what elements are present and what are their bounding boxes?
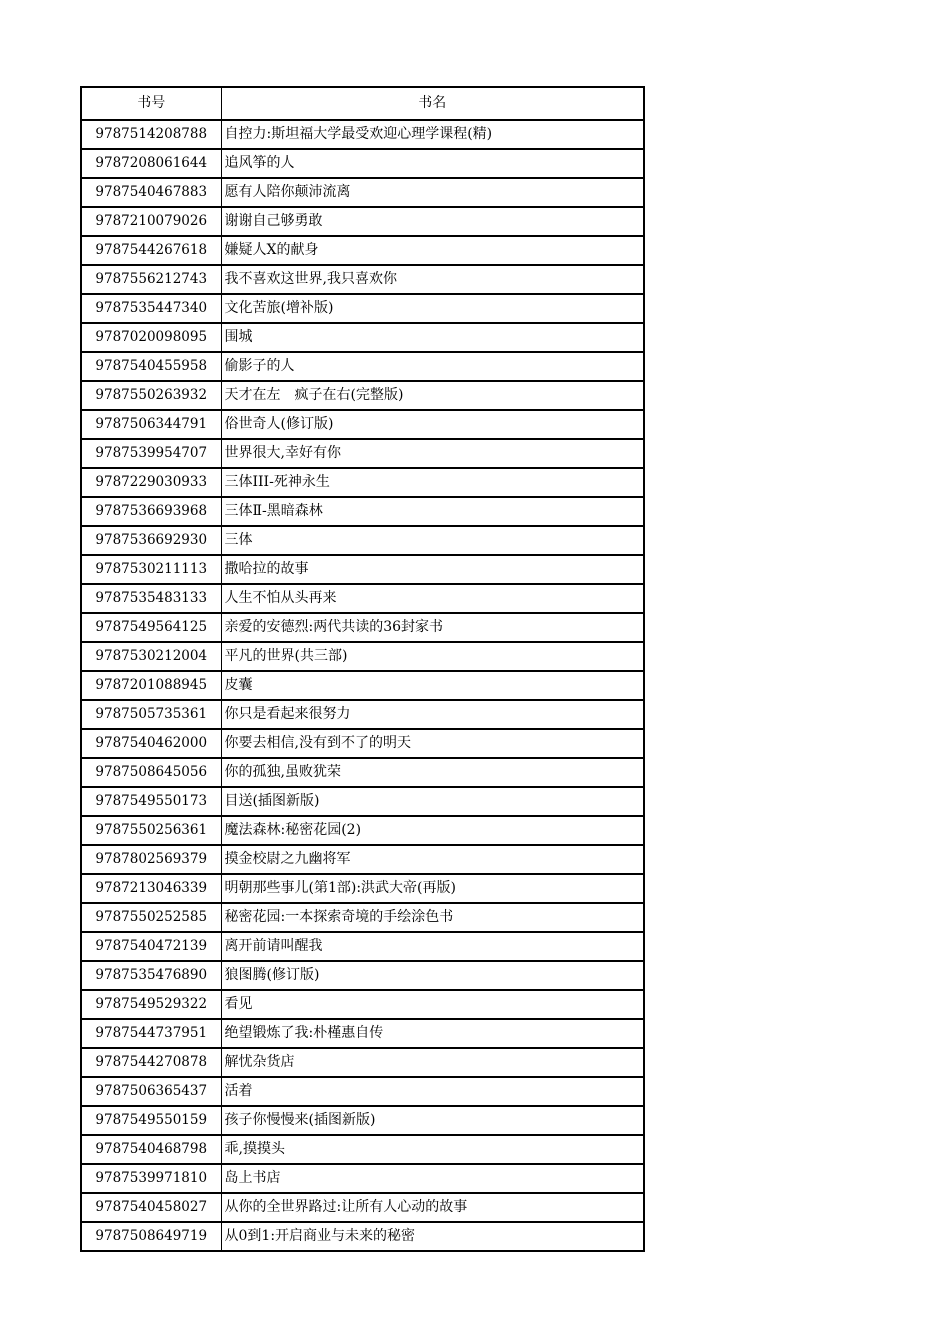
title-cell: 天才在左 疯子在右(完整版) (221, 381, 644, 410)
isbn-cell: 9787549550173 (81, 787, 221, 816)
table-row (81, 932, 644, 961)
table-row (81, 758, 644, 787)
title-cell: 人生不怕从头再来 (221, 584, 644, 613)
table-row (81, 497, 644, 526)
title-cell: 目送(插图新版) (221, 787, 644, 816)
isbn-cell: 9787535447340 (81, 294, 221, 323)
isbn-cell: 9787540455958 (81, 352, 221, 381)
title-cell: 孩子你慢慢来(插图新版) (221, 1106, 644, 1135)
isbn-cell: 9787536693968 (81, 497, 221, 526)
table-row (81, 874, 644, 903)
isbn-cell: 9787229030933 (81, 468, 221, 497)
table-row (81, 1193, 644, 1222)
table-row (81, 294, 644, 323)
title-cell: 谢谢自己够勇敢 (221, 207, 644, 236)
title-cell: 你要去相信,没有到不了的明天 (221, 729, 644, 758)
title-cell: 三体Ⅱ-黑暗森林 (221, 497, 644, 526)
title-cell: 自控力:斯坦福大学最受欢迎心理学课程(精) (221, 120, 644, 149)
table-row (81, 1222, 644, 1251)
isbn-cell: 9787508645056 (81, 758, 221, 787)
isbn-cell: 9787544270878 (81, 1048, 221, 1077)
table-row (81, 1077, 644, 1106)
isbn-cell: 9787208061644 (81, 149, 221, 178)
title-cell: 皮囊 (221, 671, 644, 700)
title-cell: 平凡的世界(共三部) (221, 642, 644, 671)
isbn-cell: 9787550252585 (81, 903, 221, 932)
title-cell: 你的孤独,虽败犹荣 (221, 758, 644, 787)
table-row (81, 120, 644, 149)
isbn-cell: 9787549550159 (81, 1106, 221, 1135)
table-row (81, 323, 644, 352)
isbn-cell: 9787539971810 (81, 1164, 221, 1193)
table-row (81, 236, 644, 265)
table-row (81, 1019, 644, 1048)
title-cell: 解忧杂货店 (221, 1048, 644, 1077)
title-cell: 追风筝的人 (221, 149, 644, 178)
table-row (81, 468, 644, 497)
isbn-cell: 9787530212004 (81, 642, 221, 671)
table-row (81, 381, 644, 410)
table-row (81, 1135, 644, 1164)
title-cell: 嫌疑人X的献身 (221, 236, 644, 265)
isbn-cell: 9787536692930 (81, 526, 221, 555)
column-header-isbn: 书号 (81, 87, 221, 120)
isbn-cell: 9787213046339 (81, 874, 221, 903)
isbn-cell: 9787540472139 (81, 932, 221, 961)
isbn-cell: 9787540467883 (81, 178, 221, 207)
title-cell: 亲爱的安德烈:两代共读的36封家书 (221, 613, 644, 642)
title-cell: 摸金校尉之九幽将军 (221, 845, 644, 874)
title-cell: 绝望锻炼了我:朴槿惠自传 (221, 1019, 644, 1048)
title-cell: 明朝那些事儿(第1部):洪武大帝(再版) (221, 874, 644, 903)
header-row (81, 87, 644, 120)
table-row (81, 584, 644, 613)
title-cell: 三体 (221, 526, 644, 555)
isbn-cell: 9787544267618 (81, 236, 221, 265)
title-cell: 狼图腾(修订版) (221, 961, 644, 990)
isbn-cell: 9787540458027 (81, 1193, 221, 1222)
table-row (81, 149, 644, 178)
isbn-cell: 9787550263932 (81, 381, 221, 410)
title-cell: 撒哈拉的故事 (221, 555, 644, 584)
column-header-title: 书名 (221, 87, 644, 120)
table-row (81, 410, 644, 439)
title-cell: 俗世奇人(修订版) (221, 410, 644, 439)
isbn-cell: 9787505735361 (81, 700, 221, 729)
table-row (81, 265, 644, 294)
table-row (81, 555, 644, 584)
title-cell: 从0到1:开启商业与未来的秘密 (221, 1222, 644, 1251)
title-cell: 秘密花园:一本探索奇境的手绘涂色书 (221, 903, 644, 932)
isbn-cell: 9787550256361 (81, 816, 221, 845)
isbn-cell: 9787544737951 (81, 1019, 221, 1048)
title-cell: 从你的全世界路过:让所有人心动的故事 (221, 1193, 644, 1222)
table-row (81, 642, 644, 671)
isbn-cell: 9787802569379 (81, 845, 221, 874)
table-row (81, 961, 644, 990)
table-row (81, 729, 644, 758)
table-row (81, 178, 644, 207)
isbn-cell: 9787549564125 (81, 613, 221, 642)
title-cell: 魔法森林:秘密花园(2) (221, 816, 644, 845)
title-cell: 三体III-死神永生 (221, 468, 644, 497)
title-cell: 围城 (221, 323, 644, 352)
isbn-cell: 9787508649719 (81, 1222, 221, 1251)
table-row (81, 352, 644, 381)
title-cell: 活着 (221, 1077, 644, 1106)
table-row (81, 207, 644, 236)
table-row (81, 845, 644, 874)
isbn-cell: 9787506365437 (81, 1077, 221, 1106)
book-list-table (80, 86, 645, 1252)
isbn-cell: 9787201088945 (81, 671, 221, 700)
title-cell: 离开前请叫醒我 (221, 932, 644, 961)
table-row (81, 903, 644, 932)
title-cell: 我不喜欢这世界,我只喜欢你 (221, 265, 644, 294)
table-row (81, 1048, 644, 1077)
isbn-cell: 9787540462000 (81, 729, 221, 758)
table-row (81, 439, 644, 468)
title-cell: 岛上书店 (221, 1164, 644, 1193)
title-cell: 愿有人陪你颠沛流离 (221, 178, 644, 207)
isbn-cell: 9787556212743 (81, 265, 221, 294)
table-row (81, 671, 644, 700)
table-row (81, 1164, 644, 1193)
isbn-cell: 9787540468798 (81, 1135, 221, 1164)
title-cell: 世界很大,幸好有你 (221, 439, 644, 468)
title-cell: 看见 (221, 990, 644, 1019)
table-row (81, 1106, 644, 1135)
isbn-cell: 9787535483133 (81, 584, 221, 613)
isbn-cell: 9787530211113 (81, 555, 221, 584)
isbn-cell: 9787514208788 (81, 120, 221, 149)
isbn-cell: 9787020098095 (81, 323, 221, 352)
isbn-cell: 9787539954707 (81, 439, 221, 468)
table-row (81, 816, 644, 845)
title-cell: 偷影子的人 (221, 352, 644, 381)
table-row (81, 526, 644, 555)
title-cell: 文化苦旅(增补版) (221, 294, 644, 323)
title-cell: 乖,摸摸头 (221, 1135, 644, 1164)
table-body (81, 120, 644, 1251)
isbn-cell: 9787549529322 (81, 990, 221, 1019)
isbn-cell: 9787506344791 (81, 410, 221, 439)
isbn-cell: 9787210079026 (81, 207, 221, 236)
table-row (81, 613, 644, 642)
table-row (81, 787, 644, 816)
title-cell: 你只是看起来很努力 (221, 700, 644, 729)
table-row (81, 990, 644, 1019)
isbn-cell: 9787535476890 (81, 961, 221, 990)
table-row (81, 700, 644, 729)
